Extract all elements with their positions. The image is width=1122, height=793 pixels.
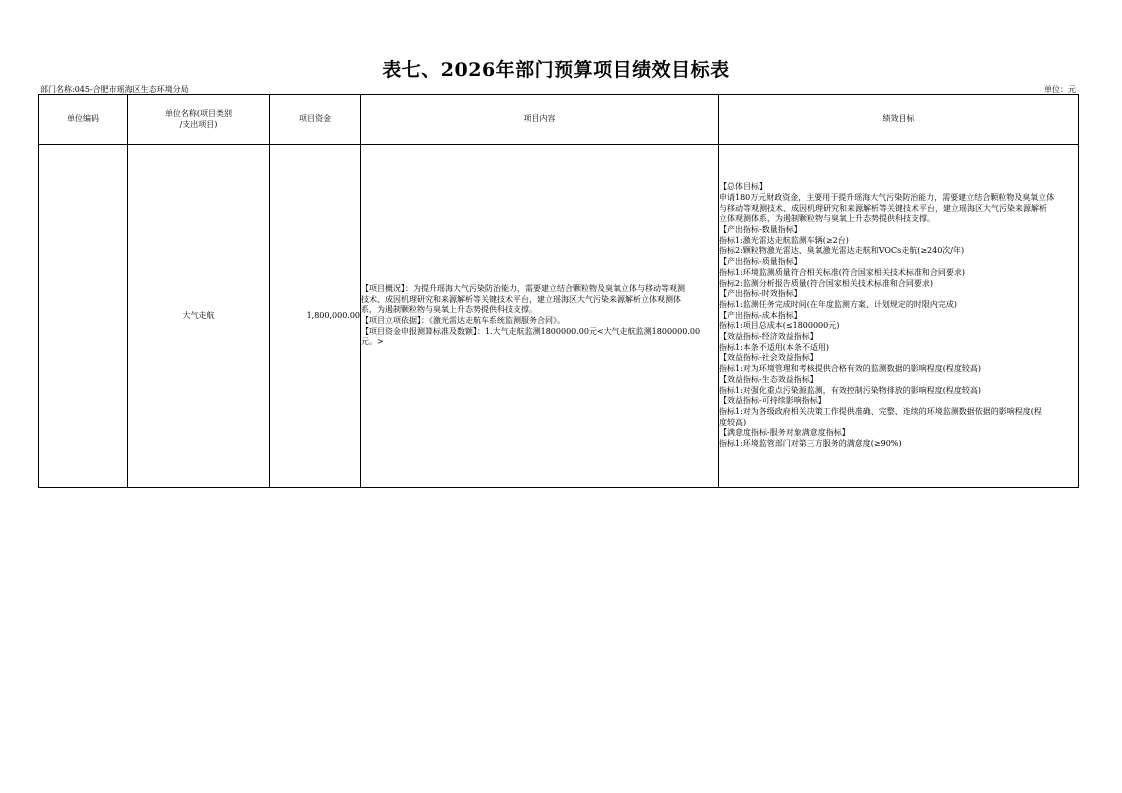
table-row [39,145,1079,488]
goal-line: 【产出指标-数量指标】 [719,225,802,235]
content-line: 【项目资金申报测算标准及数额】：1.大气走航监测1800000.00元<大气走航监测1800000.00 [361,326,701,336]
cell-unit-name: 大气走航 [128,145,270,488]
content-line: 系，为遏制颗粒物与臭氧上升态势提供科技支撑。 [361,305,537,315]
goal-line: 度较高) [719,417,747,427]
goal-line: 指标1:环境监管部门对第三方服务的满意度(≥90%) [719,439,902,449]
cell-performance-goals [719,145,1079,488]
header-performance-goals: 绩效目标 [719,95,1079,145]
cell-project-content [361,145,719,488]
goal-line: 指标1:项目总成本(≤1800000元) [719,321,840,331]
goal-line: 指标1:激光雷达走航监测车辆(≥2台) [719,235,849,245]
goal-line: 指标2:颗粒物激光雷达、臭氧激光雷达走航和VOCs走航(≥240次/年) [719,246,965,256]
goal-line: 指标2:监测分析报告质量(符合国家相关技术标准和合同要求) [719,278,934,288]
goal-line: 指标1:对为环境管理和考核提供合格有效的监测数据的影响程度(程度较高) [719,364,982,374]
content-line: 【项目概况】：为提升瑶海大气污染防治能力，需要建立结合颗粒物及臭氧立体与移动等观测 [361,283,685,293]
performance-goals-table [38,94,1079,488]
goal-line: 【产出指标-时效指标】 [719,289,802,299]
table-header-row [39,95,1079,145]
content-line: 元。> [361,337,384,347]
goal-line: 立体观测体系，为遏制颗粒物与臭氧上升态势提供科技支撑。 [719,214,935,224]
goal-line: 【总体目标】 [719,182,767,192]
goal-line: 【效益指标-社会效益指标】 [719,353,818,363]
header-unit-name [128,95,270,145]
header-unit-name-line2: /支出项目) [179,119,218,129]
goal-line: 【满意度指标-服务对象满意度指标】 [719,428,850,438]
goal-line: 申请180万元财政资金，主要用于提升瑶海大气污染防治能力，需要建立结合颗粒物及臭氧立体 [719,192,1055,202]
goal-line: 【效益指标-可持续影响指标】 [719,396,826,406]
goal-line: 【效益指标-经济效益指标】 [719,332,818,342]
goal-line: 指标1:对强化重点污染源监测，有效控制污染物排放的影响程度(程度较高) [719,385,982,395]
cell-unit-code [39,145,128,488]
content-line: 【项目立项依据】：《激光雷达走航车系统监测服务合同》。 [361,316,565,325]
goal-line: 指标1:对为各级政府相关决策工作提供准确、完整、连续的环境监测数据依据的影响程度(程 [719,406,1042,416]
content-line: 技术、成因机理研究和来源解析等关键技术平台，建立瑶海区大气污染来源解析立体观测体 [361,294,681,304]
goal-line: 指标1:本条不适用(本条不适用) [719,342,830,352]
goal-line: 【产出指标-成本指标】 [719,310,802,320]
header-project-funds: 项目资金 [270,95,361,145]
header-unit-code: 单位编码 [39,95,128,145]
goal-line: 与移动等观测技术、成因机理研究和来源解析等关键技术平台，建立瑶海区大气污染来源解析 [719,203,1047,213]
page-title: 表七、2026年部门预算项目绩效目标表 [382,59,730,81]
goal-line: 指标1:环境监测质量符合相关标准(符合国家相关技术标准和合同要求) [719,267,966,277]
cell-project-funds: 1,800,000.00 [270,145,361,488]
department-name: 部门名称:045-合肥市瑶海区生态环境分局 [40,85,189,94]
goal-line: 指标1:监测任务完成时间(在年度监测方案、计划规定的时限内完成) [719,299,958,309]
header-project-content: 项目内容 [361,95,719,145]
header-unit-name-line1: 单位名称(项目类别 [164,108,233,118]
unit-label: 单位：元 [1044,85,1076,94]
goal-line: 【产出指标-质量指标】 [719,257,802,267]
goal-line: 【效益指标-生态效益指标】 [719,374,818,384]
